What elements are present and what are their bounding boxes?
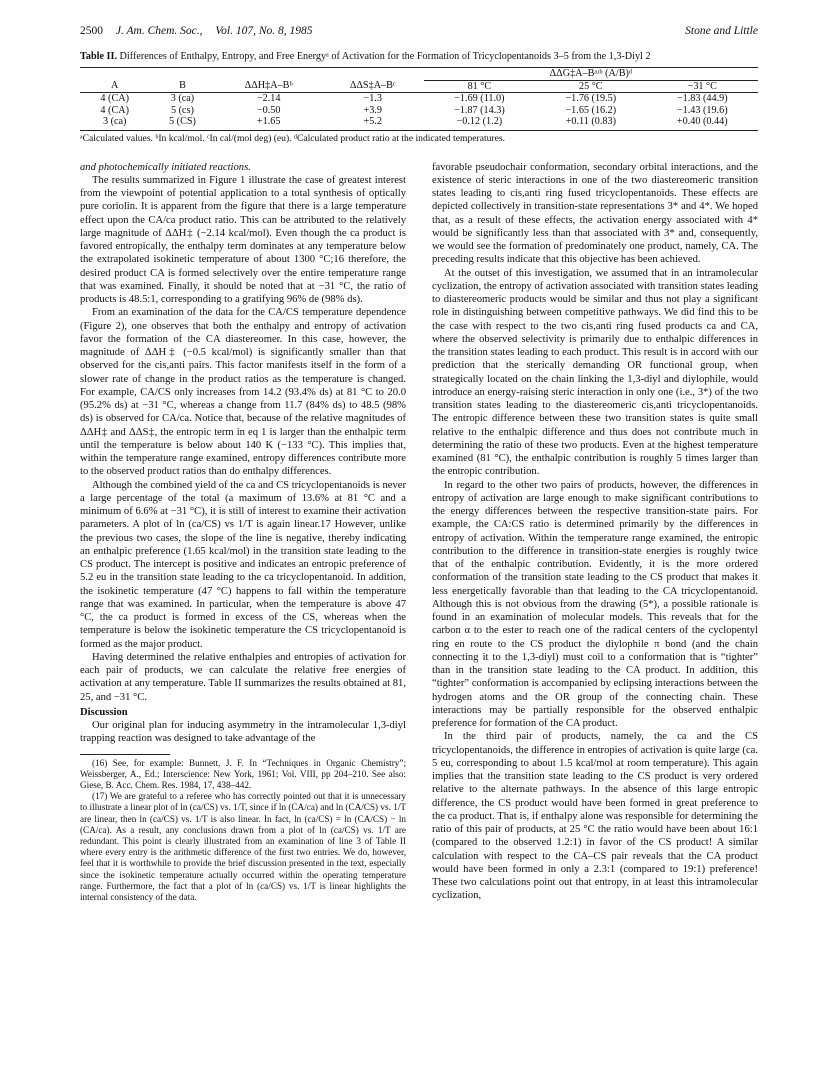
table-cell: 4 (CA)	[100, 104, 129, 116]
body-columns	[80, 161, 758, 904]
table-cell: 4 (CA)	[100, 93, 129, 104]
col-m31c: −31 °C	[647, 80, 758, 93]
col-b: B	[149, 80, 215, 93]
table-cell: +3.9	[363, 104, 382, 116]
table-cell: −1.76 (19.5)	[565, 93, 617, 104]
table-group-header: ΔΔG‡A–Bᵃʴᵇ (A/B)ᵈ	[424, 68, 758, 81]
paragraph: favorable pseudochair conformation, secondary orbital interactions, and the existence of steric interactions in one of the two diastereomeric transition states leading to cis,anti ring fused tricyclopentanoids. These effects are depicted collectively in transition-state representations 3* and 4*. We hoped that, as a result of these effects, the activation energy associated with 4* would be significantly less than that associated with 3* and, consequently, we would see the formation of predominately one product, namely, CA. The preceding results indicate that this objective has been achieved.	[432, 161, 758, 266]
paragraph: Although the combined yield of the ca and CS tricyclopentanoids is never a large percentage of the total (a maximum of 13.6% at 81 °C and a minimum of 6.6% at −31 °C), it is still of interest to examine their activation parameters. A plot of ln (ca/CS) vs 1/T is again linear.17 However, unlike the previous two cases, the slope of the line is negative, thereby indicating an enthalpic preference (1.65 kcal/mol) in the transition state leading to the CS product. The intercept is positive and indicates an entropic preference of 5.2 eu in the transition state leading to the ca tricyclopentanoid. In addition, the isokinetic temperature (47 °C) happens to fall within the temperature range that was examined. In particular, when the temperature is above 47 °C, the ca product is formed in excess of the CS, whereas when the temperature is below the isokinetic temperature the CS tricyclopentanoid is formed as the major product.	[80, 479, 406, 650]
table-header-row	[80, 80, 758, 93]
table-cell: +1.65	[216, 116, 322, 130]
footnotes	[80, 758, 406, 904]
paragraph: Having determined the relative enthalpies and entropies of activation for each pair of products, we can calculate the relative free energies of activation at any temperature. Table II summarizes the results obtained at 81, 25, and −31 °C.	[80, 651, 406, 703]
paragraph: From an examination of the data for the CA/CS temperature dependence (Figure 2), one observes that both the enthalpy and entropy of activation favor the formation of the CA diastereomer. In this case, however, the magnitude of ΔΔH‡ (−0.5 kcal/mol) is significantly smaller than that observed for the cis,anti pairs. This factor manifests itself in the form of a slower rate of change in the product ratios as the temperature is changed. For example, CA/CS only increases from 14.2 (93.4% ds) at 81 °C to 20.0 (95.2% ds) at −31 °C, whereas a change from 11.7 (84% ds) to 48.5 (98% ds) is observed for CA/ca. Notice that, because of the relative magnitudes of ΔΔH‡ and ΔΔS‡, the entropic term in eq 1 is larger than the enthalpic term until the temperature is below about 140 K (−133 °C). This implies that, within the temperature range examined, entropy differences contribute more to the observed product ratios than do enthalpy differences.	[80, 307, 406, 478]
table-cell: −1.87 (14.3)	[454, 104, 505, 116]
table-ii	[80, 67, 758, 131]
table-cell: 5 (CS)	[149, 116, 215, 130]
table-cell: −1.69 (11.0)	[454, 93, 505, 104]
table-label: Table II.	[80, 51, 117, 62]
right-column	[432, 161, 758, 904]
col-25c: 25 °C	[535, 80, 646, 93]
table-cell: +0.40 (0.44)	[647, 116, 758, 130]
running-head-left	[80, 25, 323, 37]
table-row	[80, 116, 758, 130]
table-cell: −0.12 (1.2)	[424, 116, 535, 130]
table-cell: +0.11 (0.83)	[535, 116, 646, 130]
journal-page	[80, 22, 758, 903]
table-cell: −1.43 (19.6)	[676, 104, 728, 116]
table-cell: −2.14	[256, 93, 281, 104]
paragraph: In the third pair of products, namely, the ca and the CS tricyclopentanoids, the difference in entropies of activation is quite large (ca. 5 eu, corresponding to about 1.5 kcal/mol at room temperature). This again implies that the transition state leading to the CS product is very ordered relative to the alternate pathways. In the absence of this large entropic difference, the CS product would have been formed in great preference to the ca product. That is, if enthalpy alone was responsible for determining the ratio of this pair of products, at 25 °C the ratio would have been about 16:1 (compared to the observed 1.2:1) in favor of the CS product! A similar calculation with respect to the CA–CS pair reveals that the CA product would have been formed in only a 2.3:1 (compared to 19:1) preference! These two calculations point out that entropy, in at least this intramolecular cyclization,	[432, 731, 758, 902]
table-cell: 5 (cs)	[171, 104, 194, 116]
paragraph: In regard to the other two pairs of products, however, the differences in entropy of activation are large enough to make significant contributions to the energy differences between the respective transition-state pairs. For example, the CA:CS ratio is determined primarily by the differences in entropy of activation. Within the temperature range examined, the entropic contribution to the difference in transition-state energies is roughly twice that of the enthalpic contribution. Evidently, it is the more ordered conformation of the transition state leading to the CS product that makes it less energetically favorable than that leading to the CA tricyclopentanoid. Although this is not obvious from the drawing (5*), a possible rationale is found in an examination of molecular models. This reveals that for the carbon α to the ester to reach one of the radical centers of the cyclopentyl ring en route to the CS product the diylophile π bond (and the chain connecting it to the 1,3-diyl) must coil to a conformation that is “tighter” than in the transition state leading to the CA product. In addition, this “tighter” conformation is accompanied by eclipsing interactions between the hydrogen atoms and the OR group of the connecting chain. These interactions may be partially responsible for the observed enthalpic preference for formation of the CA product.	[432, 479, 758, 729]
page-number: 2500	[80, 25, 103, 37]
paragraph: The results summarized in Figure 1 illustrate the case of greatest interest from the viewpoint of potential application to a total synthesis of optically pure coriolin. It is apparent from the figure that there is a large temperature effect upon the CA/ca product ratio. This can be attributed to the relatively large magnitude of ΔΔH‡ (−2.14 kcal/mol). Even though the ca product is favored entropically, the enthalpy term dominates at any temperature below the extrapolated isokinetic temperature of about 1300 °C;16 therefore, the desired product CA is formed selectively over the entire temperature range that was examined. Finally, it should be noted that at −31 °C, the ratio of products is 48.5:1, corresponding to a gratifying 96% de (98% ds).	[80, 174, 406, 305]
running-head	[80, 22, 758, 40]
table-cell: −1.83 (44.9)	[676, 93, 728, 104]
table-footnotes: ᵃCalculated values. ᵇIn kcal/mol. ᶜIn cal/(mol deg) (eu). ᵈCalculated product ratio at the indicated temperatures.	[80, 132, 506, 144]
journal-volume: Vol. 107, No. 8, 1985	[215, 25, 313, 37]
paragraph: and photochemically initiated reactions.	[80, 161, 251, 173]
section-heading: Discussion	[80, 706, 128, 718]
table-group-spacer	[80, 68, 424, 81]
table-caption	[80, 50, 758, 63]
table-cell: 3 (ca)	[170, 93, 195, 104]
footnote-17: (17) We are grateful to a referee who has correctly pointed out that it is unnecessary to illustrate a linear plot of ln (ca/CS) vs. 1/T, since if ln (CA/ca) and ln (CA/CS) vs. 1/T are linear, then ln (ca/CS) vs. 1/T is also linear. In fact, ln (ca/CS) = ln (CA/CS) − ln (CA/ca). As a result, any conclusions drawn from a plot of ln (ca/CS) vs. 1/T are redundant. This point is clearly illustrated from an examination of line 3 of Table II where every entry is the arithmetic difference of the first two entries. We do, however, feel that it is worthwhile to provide the brief discussion presented in the text, especially since the isokinetic temperature actually occurred within the operating temperature range. Furthermore, the fact that a plot of ln (ca/CS) vs. 1/T is linear highlights the internal consistency of the data.	[80, 791, 406, 902]
running-head-authors: Stone and Little	[685, 25, 758, 37]
col-dds: ΔΔS‡A–Bᶜ	[322, 80, 424, 93]
table-cell: +5.2	[322, 116, 424, 130]
table-cell: −1.65 (16.2)	[565, 104, 617, 116]
footnote-16: (16) See, for example: Bunnett, J. F. In “Techniques in Organic Chemistry”; Weissberger, A., Ed.; Interscience: New York, 1961; Vol. VIII, pp 204–210. See also: Giese, B. Acc. Chem. Res. 1984, 17, 438–442.	[80, 757, 406, 790]
col-a: A	[80, 80, 149, 93]
col-ddh: ΔΔH‡A–Bᵇ	[216, 80, 322, 93]
table-group-header-row	[80, 68, 758, 81]
table-row	[80, 93, 758, 105]
paragraph: At the outset of this investigation, we assumed that in an intramolecular cyclization, the entropy of activation associated with transition states leading to diastereomeric products would be similar and thus not play a significant role in distinguishing between competitive pathways. We did find this to be the case with respect to the two cis,anti ring fused products ca and CA, where the observed selectivity is primarily due to enthalpic differences in the transition states leading to each product. This result is in accord with our prediction that the sterically demanding OR functional group, when strategically located on the chain linking the 1,3-diyl and diylophile, would introduce an energy-raising steric interaction in only one (i.e., 3*) of the two transition states leading to the diastereomeric cis,anti tricyclopentanoids. The entropic difference between these two transition states is quite small relative to the enthalpic difference and thus does not contribute much in determining the ratio of these two products. Even at the highest temperature examined (81 °C), the enthalpic contribution is roughly 5 times larger than the entropic contribution.	[432, 267, 758, 478]
col-81c: 81 °C	[424, 80, 535, 93]
footnote-rule	[80, 754, 170, 755]
table-title: Differences of Enthalpy, Entropy, and Free Energyᵃ of Activation for the Formation of Tricyclopentanoids 3–5 from the 1,3-Diyl 2	[119, 51, 651, 62]
table-row	[80, 105, 758, 117]
paragraph: Our original plan for inducing asymmetry in the intramolecular 1,3-diyl trapping reaction was designed to take advantage of the	[80, 720, 406, 745]
table-cell: −1.3	[363, 93, 382, 104]
left-column	[80, 161, 406, 904]
table-cell: 3 (ca)	[80, 116, 149, 130]
table-cell: −0.50	[256, 104, 281, 116]
journal-name: J. Am. Chem. Soc.,	[115, 25, 203, 37]
